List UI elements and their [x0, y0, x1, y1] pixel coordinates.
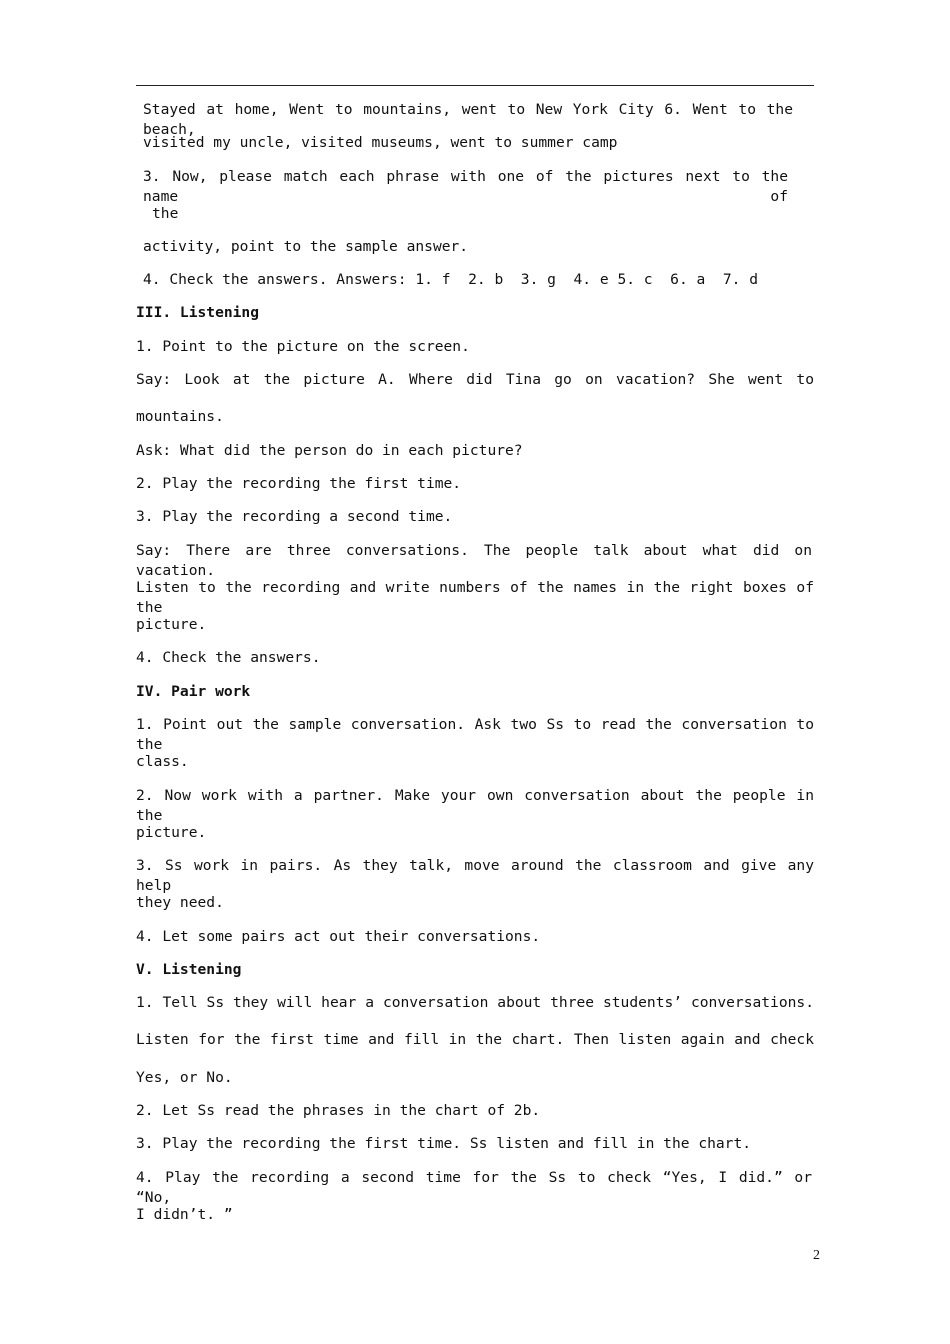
text-line: 1. Tell Ss they will hear a conversation about three students’ conversations. — [136, 994, 814, 1011]
section-heading: IV. Pair work — [136, 683, 251, 700]
text-line: 4. Check the answers. — [136, 649, 321, 666]
text-line: Ask: What did the person do in each picture? — [136, 442, 523, 459]
text-line: Yes, or No. — [136, 1069, 233, 1086]
text-line: Listen for the first time and fill in the chart. Then listen again and check — [136, 1031, 814, 1048]
text-line: 3. Play the recording a second time. — [136, 508, 453, 525]
text-line: 4. Let some pairs act out their conversations. — [136, 928, 541, 945]
text-line: Stayed at home, Went to mountains, went to New York City 6. Went to the beach, — [143, 101, 793, 138]
text-line: 3. Play the recording the first time. Ss listen and fill in the chart. — [136, 1135, 752, 1152]
text-line: activity, point to the sample answer. — [143, 238, 469, 255]
text-line: mountains. — [136, 408, 224, 425]
text-line: picture. — [136, 824, 207, 841]
text-line: 2. Let Ss read the phrases in the chart of 2b. — [136, 1102, 541, 1119]
section-heading: V. Listening — [136, 961, 242, 978]
text-line: I didn’t. ” — [136, 1206, 233, 1223]
text-line: 3. Now, please match each phrase with one of the pictures next to the name of — [143, 168, 788, 205]
text-line: Listen to the recording and write numbers of the names in the right boxes of the — [136, 579, 814, 616]
text-line: 3. Ss work in pairs. As they talk, move around the classroom and give any help — [136, 857, 814, 894]
page-number: 2 — [813, 1248, 820, 1263]
text-line: 2. Now work with a partner. Make your own conversation about the people in the — [136, 787, 814, 824]
text-line: Say: Look at the picture A. Where did Tina go on vacation? She went to — [136, 371, 814, 388]
text-line: the — [152, 205, 179, 222]
text-line: Say: There are three conversations. The people talk about what did on vacation. — [136, 542, 812, 579]
text-line: 4. Play the recording a second time for the Ss to check “Yes, I did.” or “No, — [136, 1169, 812, 1206]
text-line: 2. Play the recording the first time. — [136, 475, 462, 492]
text-line: visited my uncle, visited museums, went to summer camp — [143, 134, 618, 151]
text-line: 1. Point out the sample conversation. Ask two Ss to read the conversation to the — [136, 716, 814, 753]
text-line: class. — [136, 753, 189, 770]
text-line: 4. Check the answers. Answers: 1. f 2. b 3. g 4. e 5. c 6. a 7. d — [143, 271, 759, 288]
text-line: 1. Point to the picture on the screen. — [136, 338, 470, 355]
text-line: picture. — [136, 616, 207, 633]
section-heading: III. Listening — [136, 304, 260, 321]
text-line: they need. — [136, 894, 224, 911]
header-rule — [136, 85, 814, 86]
